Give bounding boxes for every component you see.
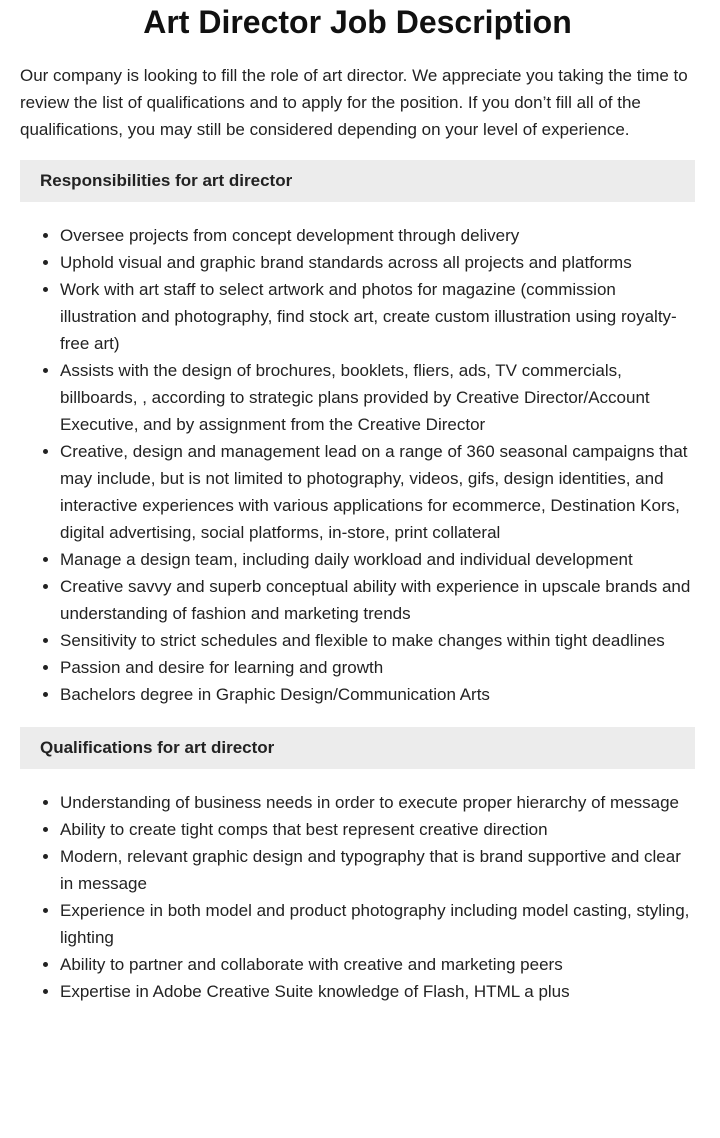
responsibilities-heading: Responsibilities for art director [20, 160, 695, 202]
list-item: • Creative, design and management lead on a range of 360 seasonal campaigns that may include, but is not limited to photography, videos, gifs, design identities, and interactive experiences with various applications for ecommerce, Destination Kors, digital advertising, social platforms, in-store, print collateral [60, 438, 695, 546]
list-item: • Modern, relevant graphic design and typography that is brand supportive and clear in message [60, 843, 695, 897]
list-item: • Bachelors degree in Graphic Design/Communication Arts [60, 681, 695, 708]
list-item: • Manage a design team, including daily workload and individual development [60, 546, 695, 573]
list-item: • Assists with the design of brochures, booklets, fliers, ads, TV commercials, billboards, , according to strategic plans provided by Creative Director/Account Executive, and by assignment from the Creative Director [60, 357, 695, 438]
qualifications-list [20, 789, 695, 1005]
qualifications-heading: Qualifications for art director [20, 727, 695, 769]
list-item: • Work with art staff to select artwork and photos for magazine (commission illustration and photography, find stock art, create custom illustration using royalty-free art) [60, 276, 695, 357]
list-item: • Experience in both model and product photography including model casting, styling, lighting [60, 897, 695, 951]
intro-paragraph: Our company is looking to fill the role of art director. We appreciate you taking the time to review the list of qualifications and to apply for the position. If you don’t fill all of the qualifications, you may still be considered depending on your level of experience. [20, 66, 688, 139]
job-description-page [20, 0, 695, 1005]
list-item: • Passion and desire for learning and growth [60, 654, 695, 681]
list-item: • Expertise in Adobe Creative Suite knowledge of Flash, HTML a plus [60, 978, 695, 1005]
list-item: • Uphold visual and graphic brand standards across all projects and platforms [60, 249, 695, 276]
list-item: • Ability to create tight comps that best represent creative direction [60, 816, 695, 843]
page-title: Art Director Job Description [143, 4, 572, 40]
list-item: • Oversee projects from concept development through delivery [60, 222, 695, 249]
list-item: • Understanding of business needs in order to execute proper hierarchy of message [60, 789, 695, 816]
list-item: • Ability to partner and collaborate with creative and marketing peers [60, 951, 695, 978]
list-item: • Sensitivity to strict schedules and flexible to make changes within tight deadlines [60, 627, 695, 654]
list-item: • Creative savvy and superb conceptual ability with experience in upscale brands and understanding of fashion and marketing trends [60, 573, 695, 627]
responsibilities-list [20, 222, 695, 708]
